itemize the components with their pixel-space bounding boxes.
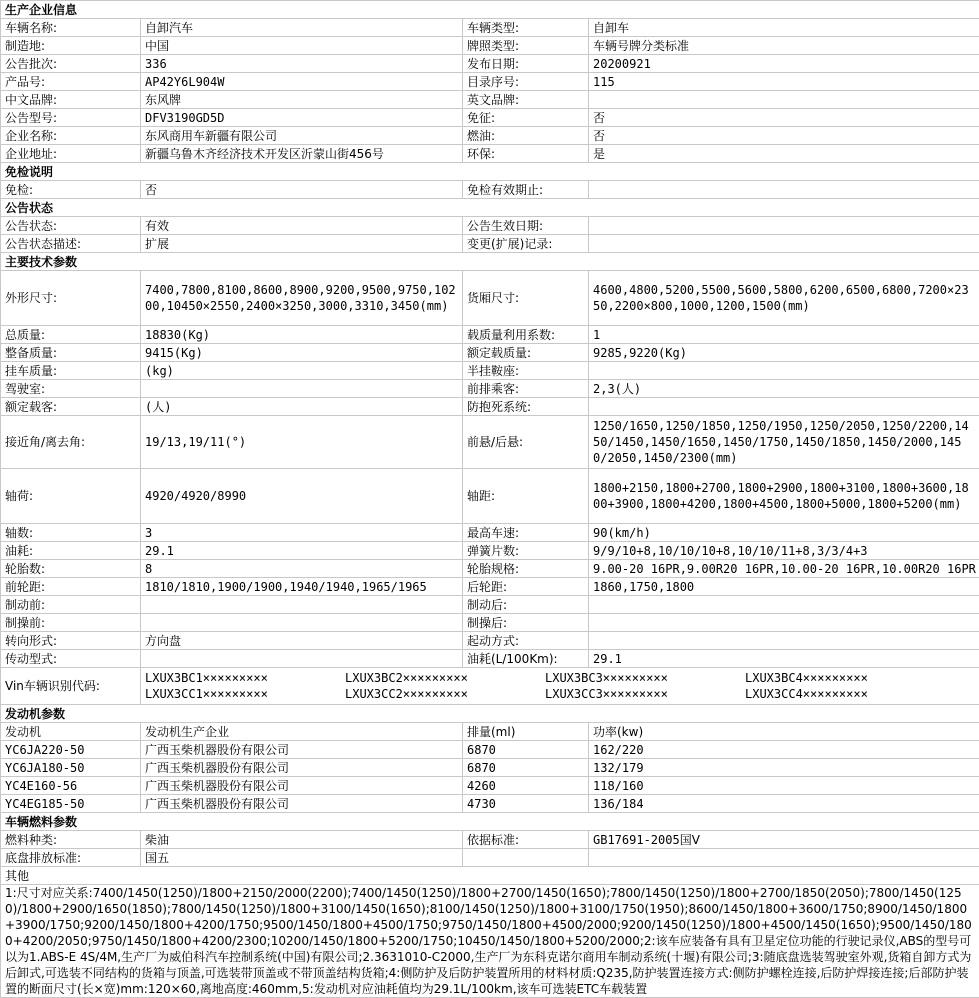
engine-row <box>1 759 979 777</box>
drive-label: 传动型式: <box>1 650 141 668</box>
engine-row <box>1 777 979 795</box>
en-brand-value <box>589 91 979 109</box>
exempt-valid-label: 免检有效期止: <box>463 181 589 199</box>
plate-type-value: 车辆号牌分类标准 <box>589 37 979 55</box>
engine-model: YC4EG185-50 <box>1 795 141 813</box>
exempt-valid-value <box>589 181 979 199</box>
batch-label: 公告批次: <box>1 55 141 73</box>
axles-value: 3 <box>141 524 463 542</box>
fuel-std-value: GB17691-2005国Ⅴ <box>589 831 979 849</box>
fuel100-label: 油耗(L/100Km): <box>463 650 589 668</box>
vin-code: LXUX3CC3××××××××× <box>545 686 745 702</box>
engine-maker: 广西玉柴机器股份有限公司 <box>141 759 463 777</box>
change-record-value <box>589 235 979 253</box>
section-tech: 主要技术参数 <box>1 253 979 271</box>
curb-value: 9415(Kg) <box>141 344 463 362</box>
front-track-value: 1810/1810,1900/1900,1940/1940,1965/1965 <box>141 578 463 596</box>
engine-displacement: 4730 <box>463 795 589 813</box>
start-label: 起动方式: <box>463 632 589 650</box>
ctrl-front-label: 制操前: <box>1 614 141 632</box>
steering-value: 方向盘 <box>141 632 463 650</box>
box-label: 货厢尺寸: <box>463 271 589 326</box>
brake-front-value <box>141 596 463 614</box>
rear-track-value: 1860,1750,1800 <box>589 578 979 596</box>
engine-power: 132/179 <box>589 759 979 777</box>
plate-type-label: 牌照类型: <box>463 37 589 55</box>
engine-maker: 广西玉柴机器股份有限公司 <box>141 777 463 795</box>
chassis-std-label: 底盘排放标准: <box>1 849 141 867</box>
catalog-no-value: 115 <box>589 73 979 91</box>
ctrl-front-value <box>141 614 463 632</box>
rated-load-label: 额定载质量: <box>463 344 589 362</box>
batch-value: 336 <box>141 55 463 73</box>
fuel-std-label: 依据标准: <box>463 831 589 849</box>
springs-value: 9/9/10+8,10/10/10+8,10/10/11+8,3/3/4+3 <box>589 542 979 560</box>
util-label: 载质量利用系数: <box>463 326 589 344</box>
rated-load-value: 9285,9220(Kg) <box>589 344 979 362</box>
vehicle-name-value: 自卸汽车 <box>141 19 463 37</box>
gross-value: 18830(Kg) <box>141 326 463 344</box>
trailer-label: 挂车质量: <box>1 362 141 380</box>
engine-header: 发动机生产企业 <box>141 723 463 741</box>
dims-label: 外形尺寸: <box>1 271 141 326</box>
tire-spec-label: 轮胎规格: <box>463 560 589 578</box>
section-status: 公告状态 <box>1 199 979 217</box>
section-engine: 发动机参数 <box>1 705 979 723</box>
origin-label: 制造地: <box>1 37 141 55</box>
tire-spec-value: 9.00-20 16PR,9.00R20 16PR,10.00-20 16PR,10.00R20 16PR <box>589 560 979 578</box>
section-producer: 生产企业信息 <box>1 1 979 19</box>
box-value: 4600,4800,5200,5500,5600,5800,6200,6500,6800,7200×2350,2200×800,1000,1200,1500(mm) <box>589 271 979 326</box>
engine-model: YC6JA180-50 <box>1 759 141 777</box>
chassis-std-value: 国五 <box>141 849 463 867</box>
origin-value: 中国 <box>141 37 463 55</box>
model-label: 公告型号: <box>1 109 141 127</box>
company-value: 东风商用车新疆有限公司 <box>141 127 463 145</box>
brake-rear-label: 制动后: <box>463 596 589 614</box>
wheelbase-label: 轴距: <box>463 469 589 524</box>
section-exempt: 免检说明 <box>1 163 979 181</box>
axle-load-label: 轴荷: <box>1 469 141 524</box>
overhang-value: 1250/1650,1250/1850,1250/1950,1250/2050,1250/2200,1450/1450,1450/1650,1450/1750,1450/1850,1450/2000,1450/2050,1450/2300(mm) <box>589 416 979 469</box>
engine-displacement: 4260 <box>463 777 589 795</box>
brake-front-label: 制动前: <box>1 596 141 614</box>
ctrl-rear-value <box>589 614 979 632</box>
eco-value: 是 <box>589 145 979 163</box>
product-no-value: AP42Y6L904W <box>141 73 463 91</box>
vin-code: LXUX3CC4××××××××× <box>745 686 945 702</box>
dims-value: 7400,7800,8100,8600,8900,9200,9500,9750,10200,10450×2550,2400×3250,3000,3310,3450(mm) <box>141 271 463 326</box>
fuel-type-label: 燃料种类: <box>1 831 141 849</box>
drive-value <box>141 650 463 668</box>
model-value: DFV3190GD5D <box>141 109 463 127</box>
gross-label: 总质量: <box>1 326 141 344</box>
vin-code: LXUX3BC2××××××××× <box>345 670 545 686</box>
vin-code: LXUX3CC1××××××××× <box>145 686 345 702</box>
front-pass-value: 2,3(人) <box>589 380 979 398</box>
status-desc-value: 扩展 <box>141 235 463 253</box>
change-record-label: 变更(扩展)记录: <box>463 235 589 253</box>
rear-track-label: 后轮距: <box>463 578 589 596</box>
curb-label: 整备质量: <box>1 344 141 362</box>
tires-value: 8 <box>141 560 463 578</box>
cn-brand-value: 东风牌 <box>141 91 463 109</box>
angle-label: 接近角/离去角: <box>1 416 141 469</box>
release-date-value: 20200921 <box>589 55 979 73</box>
trailer-value: (kg) <box>141 362 463 380</box>
engine-maker: 广西玉柴机器股份有限公司 <box>141 795 463 813</box>
semi-value <box>589 362 979 380</box>
inspect-exempt-label: 免检: <box>1 181 141 199</box>
engine-header: 功率(kw) <box>589 723 979 741</box>
semi-label: 半挂鞍座: <box>463 362 589 380</box>
brake-rear-value <box>589 596 979 614</box>
exempt-tax-label: 免征: <box>463 109 589 127</box>
speed-value: 90(km/h) <box>589 524 979 542</box>
engine-model: YC6JA220-50 <box>1 741 141 759</box>
cn-brand-label: 中文品牌: <box>1 91 141 109</box>
catalog-no-label: 目录序号: <box>463 73 589 91</box>
company-label: 企业名称: <box>1 127 141 145</box>
vehicle-type-label: 车辆类型: <box>463 19 589 37</box>
overhang-label: 前悬/后悬: <box>463 416 589 469</box>
engine-displacement: 6870 <box>463 759 589 777</box>
vin-code: LXUX3CC2××××××××× <box>345 686 545 702</box>
fuel-flag-label: 燃油: <box>463 127 589 145</box>
tires-label: 轮胎数: <box>1 560 141 578</box>
speed-label: 最高车速: <box>463 524 589 542</box>
fuel100-value: 29.1 <box>589 650 979 668</box>
other-notes: 1:尺寸对应关系:7400/1450(1250)/1800+2150/2000(2200);7400/1450(1250)/1800+2700/1450(1650);7800/1450(1250)/1800+2700/1850(2050);7800/1450(1250)/1800+2900/1650(1850);7800/1450(1250)/1800+3100/1450(1650);8100/1450(1250)/1800+3100/1750(1950);8600/1450/1800+3600/1750;8900/1450/1800+3900/1750;9200/1450/1800+4200/1750;9500/1450/1800+4500/1750;9750/1450/1800+4500/2000;9200/1450(1250)/1800+4500/1450(1650);9500/1450/1800+4200/2050;9750/1450/1800+4200/2300;10200/1450/1800+5200/1750;10450/1450/1800+5200/2000;2:该车应装备有具有卫星定位功能的行驶记录仪,ABS的型号可以为1.ABS-E 4S/4M,生产厂为威伯科汽车控制系统(中国)有限公司;2.3631010-C2000,生产厂为东科克诺尔商用车制动系统(十堰)有限公司;3:随底盘选装驾驶室外观,货箱自卸方式为后卸式,可选装不同结构的货箱与顶盖,可选装带顶盖或不带顶盖结构货箱;4:侧防护及后防护装置所用的材料材质:Q235,防护装置连接方式:侧防护螺栓连接,后防护焊接连接;后部防护装置的断面尺寸(长×宽)mm:120×60,离地高度:460mm,5:发动机对应油耗值均为29.1L/100km,该车可选装ETC车载装置 <box>1 885 979 998</box>
exempt-tax-value: 否 <box>589 109 979 127</box>
vin-code: LXUX3BC1××××××××× <box>145 670 345 686</box>
cab-label: 驾驶室: <box>1 380 141 398</box>
axles-label: 轴数: <box>1 524 141 542</box>
effective-date-value <box>589 217 979 235</box>
util-value: 1 <box>589 326 979 344</box>
vin-row <box>145 686 975 702</box>
eco-label: 环保: <box>463 145 589 163</box>
cab-value <box>141 380 463 398</box>
vin-row <box>145 670 975 686</box>
front-track-label: 前轮距: <box>1 578 141 596</box>
fuel-flag-value: 否 <box>589 127 979 145</box>
start-value <box>589 632 979 650</box>
engine-maker: 广西玉柴机器股份有限公司 <box>141 741 463 759</box>
en-brand-label: 英文品牌: <box>463 91 589 109</box>
engine-displacement: 6870 <box>463 741 589 759</box>
status-value: 有效 <box>141 217 463 235</box>
springs-label: 弹簧片数: <box>463 542 589 560</box>
engine-header: 排量(ml) <box>463 723 589 741</box>
abs-value <box>589 398 979 416</box>
status-desc-label: 公告状态描述: <box>1 235 141 253</box>
engine-power: 162/220 <box>589 741 979 759</box>
wheelbase-value: 1800+2150,1800+2700,1800+2900,1800+3100,1800+3600,1800+3900,1800+4200,1800+4500,1800+5000,1800+5200(mm) <box>589 469 979 524</box>
vin-code: LXUX3BC3××××××××× <box>545 670 745 686</box>
consumption-value: 29.1 <box>141 542 463 560</box>
front-pass-label: 前排乘客: <box>463 380 589 398</box>
rated-pass-value: (人) <box>141 398 463 416</box>
axle-load-value: 4920/4920/8990 <box>141 469 463 524</box>
release-date-label: 发布日期: <box>463 55 589 73</box>
fuel-type-value: 柴油 <box>141 831 463 849</box>
address-value: 新疆乌鲁木齐经济技术开发区沂蒙山街456号 <box>141 145 463 163</box>
angle-value: 19/13,19/11(°) <box>141 416 463 469</box>
rated-pass-label: 额定载客: <box>1 398 141 416</box>
engine-row <box>1 795 979 813</box>
engine-power: 118/160 <box>589 777 979 795</box>
product-no-label: 产品号: <box>1 73 141 91</box>
ctrl-rear-label: 制操后: <box>463 614 589 632</box>
address-label: 企业地址: <box>1 145 141 163</box>
vehicle-name-label: 车辆名称: <box>1 19 141 37</box>
consumption-label: 油耗: <box>1 542 141 560</box>
section-fuel: 车辆燃料参数 <box>1 813 979 831</box>
engine-row <box>1 741 979 759</box>
vin-code: LXUX3BC4××××××××× <box>745 670 945 686</box>
vehicle-type-value: 自卸车 <box>589 19 979 37</box>
effective-date-label: 公告生效日期: <box>463 217 589 235</box>
status-label: 公告状态: <box>1 217 141 235</box>
other-label: 其他 <box>1 867 979 885</box>
vin-label: Vin车辆识别代码: <box>1 668 141 705</box>
inspect-exempt-value: 否 <box>141 181 463 199</box>
steering-label: 转向形式: <box>1 632 141 650</box>
engine-model: YC4E160-56 <box>1 777 141 795</box>
vin-list <box>141 668 979 705</box>
engine-power: 136/184 <box>589 795 979 813</box>
engine-header: 发动机 <box>1 723 141 741</box>
abs-label: 防抱死系统: <box>463 398 589 416</box>
